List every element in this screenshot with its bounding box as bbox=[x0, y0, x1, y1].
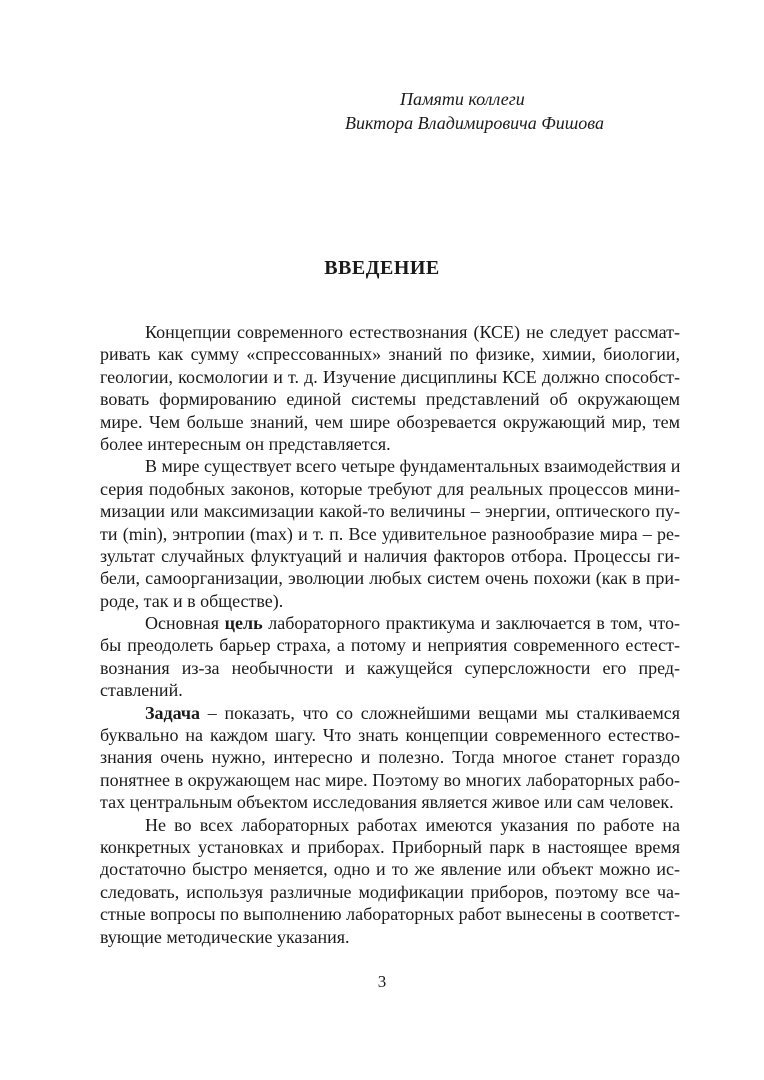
text-line: вовать формированию единой системы представлений об окружающем bbox=[100, 389, 680, 410]
text-line: ривать как сумму «спрессованных» знаний по физике, химии, биологии, bbox=[100, 344, 680, 365]
text-line: мизации или максимизации какой-то величины – энергии, оптического пу- bbox=[100, 501, 680, 522]
epigraph-line-1: Памяти коллеги bbox=[400, 89, 525, 109]
text-line: мире. Чем больше знаний, чем шире обозревается окружающий мир, тем bbox=[100, 411, 680, 432]
text-line: серия подобных законов, которые требуют для реальных процессов мини- bbox=[100, 478, 680, 499]
bold-term-goal: цель bbox=[224, 613, 263, 634]
text-line: знания очень нужно, интересно и полезно. Тогда многое станет гораздо bbox=[100, 747, 680, 768]
bold-term-task: Задача bbox=[145, 702, 201, 723]
text-line: зультат случайных флуктуаций и наличия факторов отбора. Процессы ги- bbox=[100, 545, 680, 566]
text-line bbox=[100, 612, 680, 634]
text-line: вующие методические указания. bbox=[100, 926, 350, 947]
body-text bbox=[100, 321, 680, 948]
epigraph-line-2: Виктора Владимировича Фишова bbox=[345, 113, 604, 133]
text-line: достаточно быстро меняется, одно и то же явление или объект можно ис- bbox=[100, 859, 680, 880]
text-line: бели, самоорганизации, эволюции любых систем очень похожи (как в при- bbox=[100, 568, 680, 589]
text-run: Основная bbox=[145, 613, 225, 634]
text-line: Концепции современного естествознания (КСЕ) не следует рассмат- bbox=[145, 322, 680, 342]
text-line: понятнее в окружающем нас мире. Поэтому во многих лабораторных рабо- bbox=[100, 769, 680, 790]
text-line: вознания из-за необычности и кажущейся суперсложности его пред- bbox=[100, 657, 680, 678]
text-line bbox=[100, 702, 680, 724]
text-line: буквально на каждом шагу. Что знать концепции современного естество- bbox=[100, 725, 680, 746]
text-run: – показать, что со сложнейшими вещами мы сталкиваемся bbox=[200, 702, 680, 723]
text-line: конкретных установках и приборах. Приборный парк в настоящее время bbox=[100, 836, 680, 857]
text-line: ставлений. bbox=[100, 680, 183, 701]
text-line: стные вопросы по выполнению лабораторных работ вынесены в соответст- bbox=[100, 904, 680, 925]
text-line: геологии, космологии и т. д. Изучение дисциплины КСЕ должно способст- bbox=[100, 366, 680, 387]
text-line: более интересным он представляется. bbox=[100, 433, 391, 454]
page-number: 3 bbox=[377, 972, 387, 991]
text-line: Не во всех лабораторных работах имеются указания по работе на bbox=[145, 814, 680, 835]
text-line: роде, так и в обществе). bbox=[100, 590, 284, 611]
text-line: следовать, используя различные модификации приборов, поэтому все ча- bbox=[100, 881, 680, 902]
text-run: лабораторного практикума и заключается в том, что- bbox=[262, 613, 680, 634]
text-line: тах центральным объектом исследования является живое или сам человек. bbox=[100, 792, 674, 813]
text-line: В мире существует всего четыре фундаментальных взаимодействия и bbox=[145, 456, 681, 477]
section-title: ВВЕДЕНИЕ bbox=[324, 257, 440, 279]
text-line: ти (min), энтропии (max) и т. п. Все удивительное разнообразие мира – ре- bbox=[100, 523, 680, 544]
text-line: бы преодолеть барьер страха, а потому и неприятия современного естест- bbox=[100, 635, 680, 656]
